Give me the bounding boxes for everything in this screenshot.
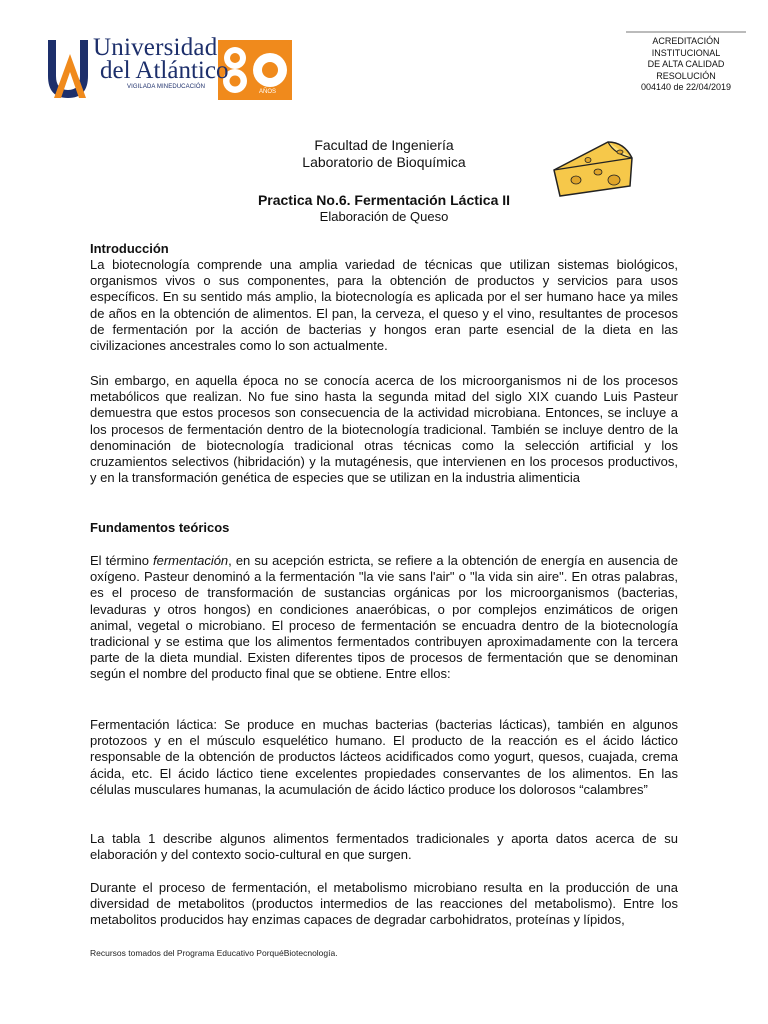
- intro-heading: Introducción: [90, 241, 169, 256]
- vigilada-label: VIGILADA MINEDUCACIÓN: [127, 84, 206, 90]
- fundamentos-paragraph: [90, 553, 678, 683]
- anniversary-label: AÑOS: [259, 89, 277, 95]
- practice-subtitle: Elaboración de Queso: [319, 209, 449, 224]
- cheese-icon: [548, 136, 636, 200]
- university-name-line2: del Atlántico: [100, 57, 229, 84]
- practice-title: Practica No.6. Fermentación Láctica II: [257, 192, 511, 208]
- intro-paragraph: Sin embargo, en aquella época no se conocía acerca de los microorganismos ni de los procesos metabólicos que realizan. No fue sino hasta la segunda mitad del siglo XIX cuando Luis Pasteur demuestra que estos procesos son consecuencia de la actividad microbiana. Entonces, se incluye a los procesos de fermentación dentro de la biotecnología tradicional. También se incluye dentro de la denominación de biotecnología tradicional otras técnicas como la selección artificial y los cruzamientos selectivos (hibridación) y la mutagénesis, que intervienen en los procesos productivos, y en la transformación genética de especies que se utilizan en la industria alimenticia: [90, 373, 678, 486]
- footer-note: Recursos tomados del Programa Educativo PorquéBiotecnología.: [90, 948, 338, 958]
- paragraph-text: El término: [90, 553, 154, 568]
- fundamentos-paragraph: Durante el proceso de fermentación, el metabolismo microbiano resulta en la producción de una diversidad de metabolitos (productos intermedios de las reacciones del metabolismo). Entre los metabolitos producidos hay enzimas capaces de degradar carbohidratos, proteínas y lípidos,: [90, 880, 678, 928]
- fundamentos-paragraph: La tabla 1 describe algunos alimentos fermentados tradicionales y aporta datos acerca de su elaboración y del contexto socio-cultural en que surgen.: [90, 831, 678, 863]
- paragraph-text: , en su acepción estricta, se refiere a la obtención de energía en ausencia de oxígeno. Pasteur denominó a la fermentación "la vie sans l'air" o "la vida sin aire". En otras palabras, es el proceso de transformación de sustancias orgánicas por los microorganismos (bacterias, levaduras y otros hongos) en condiciones anaeróbicas, o por complejos enzimáticos de origen animal, vegetal o microbiano. El proceso de fermentación se encuadra dentro de la biotecnología tradicional y se estima que los alimentos fermentados contribuyen aproximadamente con la tercera parte de la dieta mundial. Existen diferentes tipos de procesos de fermentación que se denominan según el nombre del producto final que se obtiene. Entre ellos:: [90, 553, 679, 682]
- accreditation-line: 004140 de 22/04/2019: [640, 82, 732, 92]
- accreditation-line: DE ALTA CALIDAD: [647, 59, 725, 69]
- accreditation-divider: [626, 31, 746, 33]
- fundamentos-heading: Fundamentos teóricos: [90, 520, 230, 535]
- emphasis-term: fermentación: [153, 553, 229, 568]
- fundamentos-paragraph: Fermentación láctica: Se produce en muchas bacterias (bacterias lácticas), también en algunos protozoos y en el músculo esquelético humano. El producto de la reacción es el ácido láctico responsable de la obtención de productos lácteos acidificados como yogurt, quesos, cuajada, crema ácida, etc. El ácido láctico tiene excelentes propiedades conservantes de los alimentos. En las células musculares humanas, la acumulación de ácido láctico produce los dolorosos “calambres”: [90, 717, 678, 797]
- accreditation-line: ACREDITACIÓN: [652, 36, 720, 46]
- accreditation-block: [630, 36, 742, 94]
- faculty-title: Facultad de Ingeniería: [314, 137, 454, 153]
- lab-title: Laboratorio de Bioquímica: [302, 154, 466, 170]
- accreditation-line: INSTITUCIONAL: [651, 47, 721, 58]
- intro-paragraph: La biotecnología comprende una amplia variedad de técnicas que utilizan sistemas biológicos, organismos vivos o sus componentes, para la obtención de productos y servicios para usos específicos. En su sentido más amplio, la biotecnología es aplicada por el ser humano hace ya miles de años en la obtención de alimentos. El pan, la cerveza, el queso y el vino, resultantes de procesos de fermentación por la acción de bacterias y hongos eran parte esencial de la dieta en las civilizaciones ancestrales como lo son actualmente.: [90, 257, 678, 354]
- accreditation-line: RESOLUCIÓN: [656, 70, 716, 81]
- university-name-line1: Universidad: [93, 34, 218, 61]
